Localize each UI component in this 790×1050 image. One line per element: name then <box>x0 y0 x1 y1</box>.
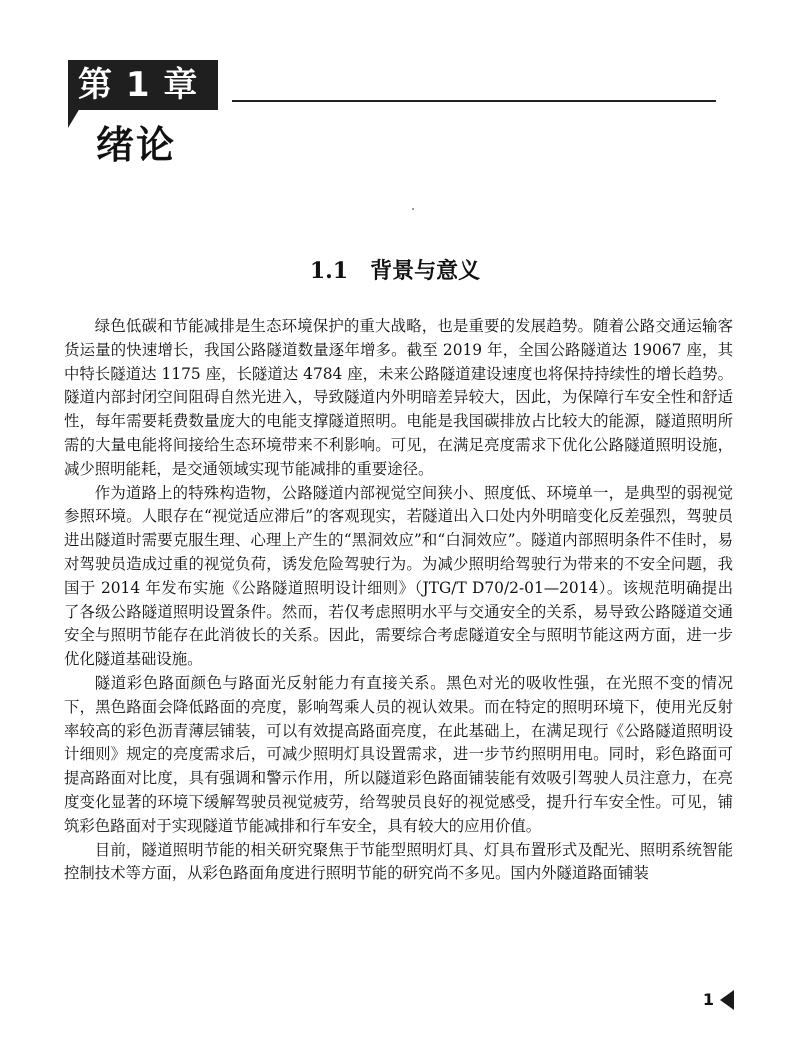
paragraph: 目前，隧道照明节能的相关研究聚焦于节能型照明灯具、灯具布置形式及配光、照明系统智能控制技术等方面，从彩色路面角度进行照明节能的研究尚不多见。国内外隧道路面铺装 <box>64 840 733 883</box>
page-marker-icon <box>720 990 734 1010</box>
paragraph: 隧道彩色路面颜色与路面光反射能力有直接关系。黑色对光的吸收性强，在光照不变的情况下，黑色路面会降低路面的亮度，影响驾乘人员的视认效果。而在特定的照明环境下，使用光反射率较高的彩色沥青薄层铺装，可以有效提高路面亮度，在此基础上，在满足现行《公路隧道照明设计细则》规定的亮度需求后，可减少照明灯具设置需求，进一步节约照明用电。同时，彩色路面可提高路面对比度，具有强调和警示作用，所以隧道彩色路面铺装能有效吸引驾驶人员注意力，在亮度变化显著的环境下缓解驾驶员视觉疲劳，给驾驶员良好的视觉感受，提升行车安全性。可见，铺筑彩色路面对于实现隧道节能减排和行车安全，具有较大的应用价值。 <box>64 673 733 835</box>
chapter-badge-tail <box>68 108 80 128</box>
body-text <box>64 315 733 886</box>
scan-speck <box>412 208 414 210</box>
chapter-rule <box>232 100 716 102</box>
section-heading <box>0 254 790 288</box>
paragraph: 绿色低碳和节能减排是生态环境保护的重大战略，也是重要的发展趋势。随着公路交通运输客货运量的快速增长，我国公路隧道数量逐年增多。截至 2019 年，全国公路隧道达 19067 座，其中特长隧道达 1175 座，长隧道达 4784 座，未来公路隧道建设速度也将保持持续性的增长趋势。隧道内部封闭空间阻碍自然光进入，导致隧道内外明暗差异较大，因此，为保障行车安全性和舒适性，每年需要耗费数量庞大的电能支撑隧道照明。电能是我国碳排放占比较大的能源，隧道照明所需的大量电能将间接给生态环境带来不利影响。可见，在满足亮度需求下优化公路隧道照明设施，减少照明能耗，是交通领域实现节能减排的重要途径。 <box>64 317 733 478</box>
chapter-title: 绪论 <box>96 123 177 167</box>
paragraph: 作为道路上的特殊构造物，公路隧道内部视觉空间狭小、照度低、环境单一，是典型的弱视觉参照环境。人眼存在“视觉适应滞后”的客观现实，若隧道出入口处内外明暗变化反差强烈，驾驶员进出隧道时需要克服生理、心理上产生的“黑洞效应”和“白洞效应”。隧道内部照明条件不佳时，易对驾驶员造成过重的视觉负荷，诱发危险驾驶行为。为减少照明给驾驶行为带来的不安全问题，我国于 2014 年发布实施《公路隧道照明设计细则》（JTG/T D70/2-01—2014）。该规范明确提出了各级公路隧道照明设置条件。然而，若仅考虑照明水平与交通安全的关系，易导致公路隧道交通安全与照明节能存在此消彼长的关系。因此，需要综合考虑隧道安全与照明节能这两方面，进一步优化隧道基础设施。 <box>64 483 733 669</box>
page-number: 1 <box>702 990 714 1009</box>
section-number: 1.1 <box>309 258 349 284</box>
chapter-label: 第 1 章 <box>78 65 199 105</box>
section-title: 背景与意义 <box>370 258 481 284</box>
